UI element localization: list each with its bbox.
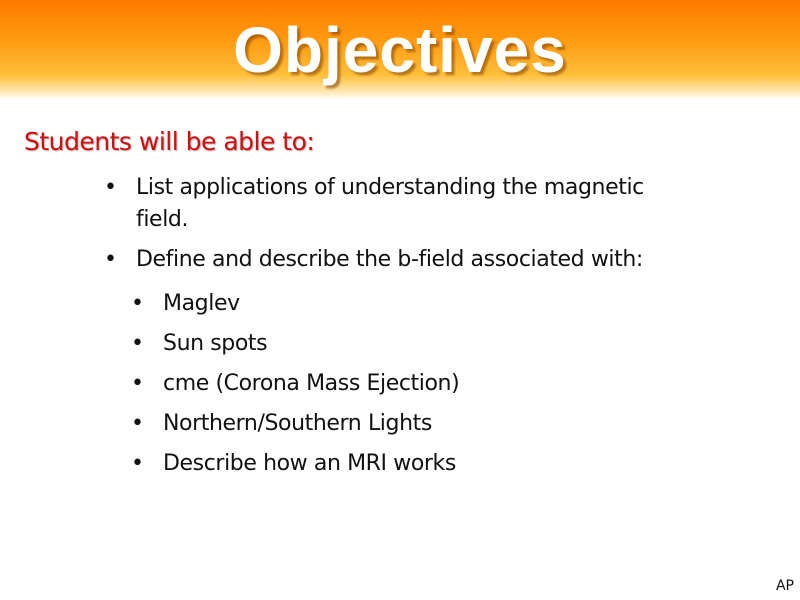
sub-list-item-text: Northern/Southern Lights xyxy=(163,411,432,436)
sub-list-item-text: cme (Corona Mass Ejection) xyxy=(163,371,460,396)
bullet-icon: • xyxy=(131,331,144,356)
sub-list-item xyxy=(131,364,723,404)
list-item-text: Define and describe the b-field associated with: xyxy=(136,247,643,272)
sub-list-item xyxy=(131,324,723,364)
objectives-list xyxy=(0,172,800,484)
sub-list-item xyxy=(131,444,723,484)
bullet-icon: • xyxy=(131,371,144,396)
list-item xyxy=(104,172,696,236)
sub-list-item xyxy=(131,404,723,444)
bullet-icon: • xyxy=(131,291,144,316)
footer-label: AP xyxy=(775,578,794,594)
bullet-icon: • xyxy=(131,451,144,476)
sub-list-item-text: Describe how an MRI works xyxy=(163,451,456,476)
slide-title: Objectives xyxy=(233,14,567,86)
bullet-icon: • xyxy=(104,175,117,200)
bullet-icon: • xyxy=(131,411,144,436)
list-item xyxy=(104,244,696,276)
bullet-icon: • xyxy=(104,247,117,272)
sub-list-item xyxy=(131,284,723,324)
list-item-text: List applications of understanding the magnetic field. xyxy=(136,175,644,232)
sub-list-item-text: Maglev xyxy=(163,291,240,316)
slide-subtitle: Students will be able to: xyxy=(24,127,315,156)
sub-list-item-text: Sun spots xyxy=(163,331,268,356)
